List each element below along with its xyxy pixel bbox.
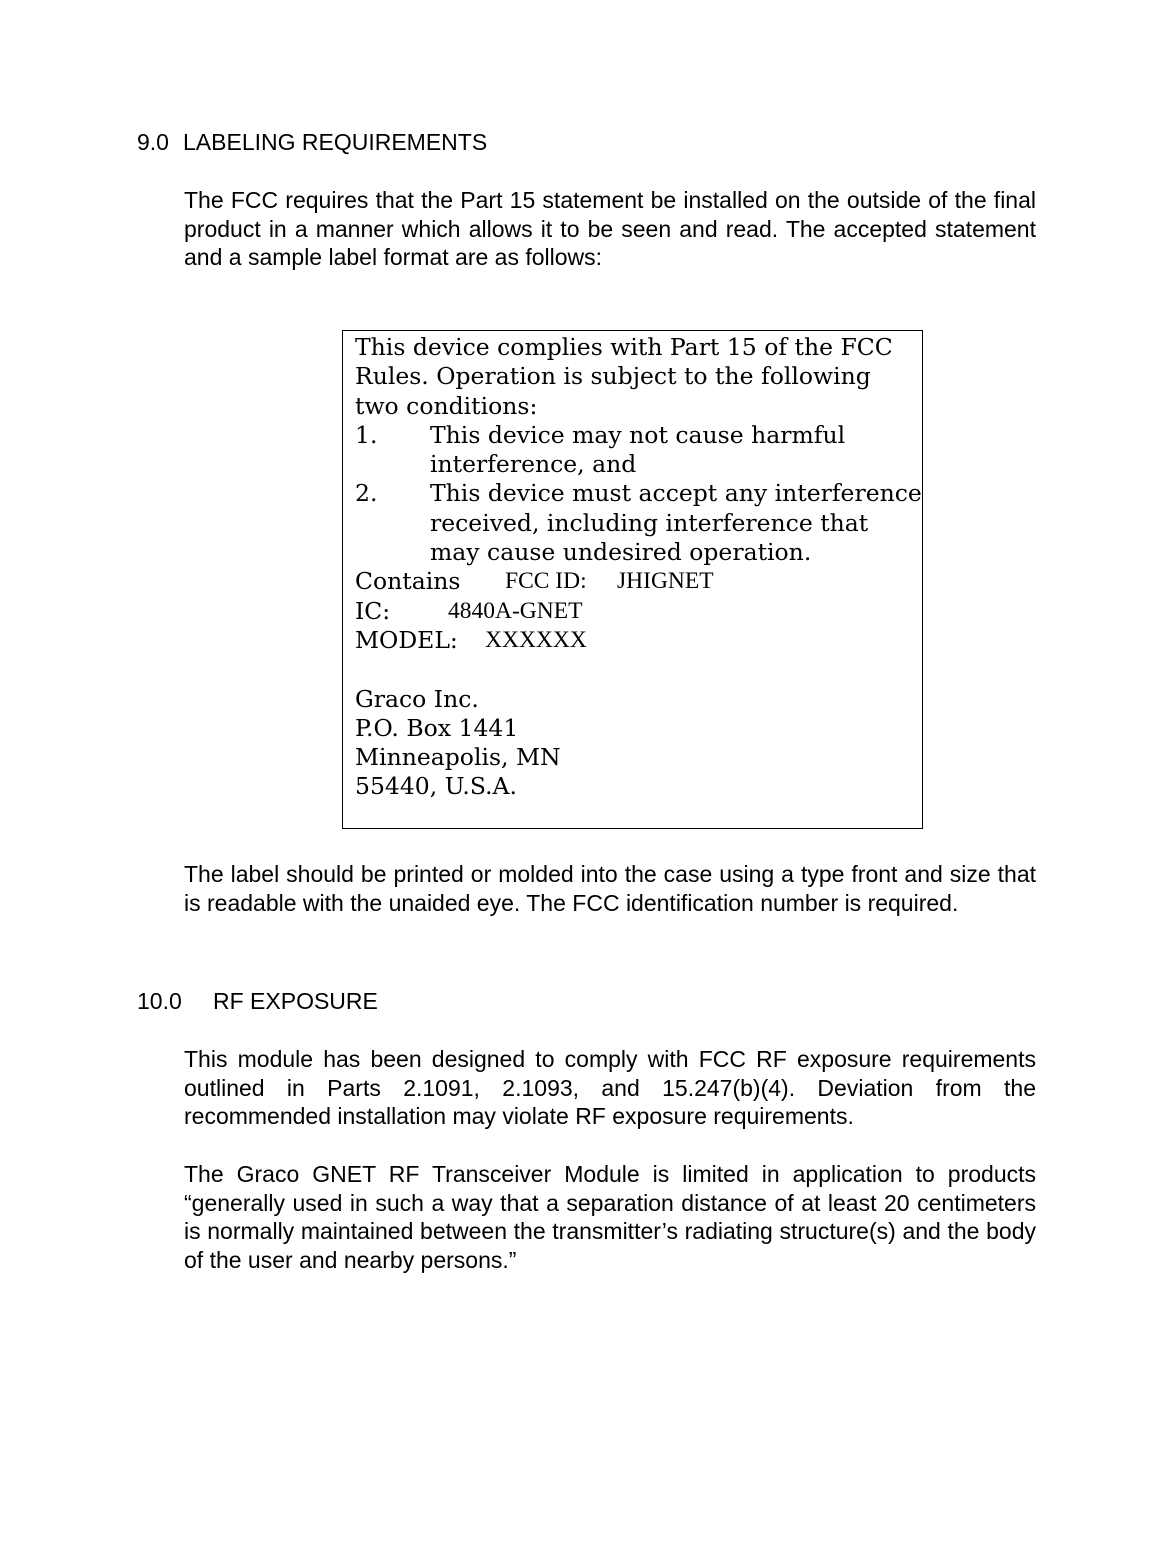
- section-10-paragraph-2: The Graco GNET RF Transceiver Module is limited in application to products “generally used in such a way that a separation distance of at least 20 centimeters is normally maintained between the transmitter’s radiating structure(s) and the body of the user and nearby persons.”: [184, 1161, 1036, 1273]
- label-ic-row: [355, 597, 922, 626]
- label-model-row: [355, 626, 922, 655]
- label-ic-value: 4840A-GNET: [448, 597, 583, 624]
- label-statement-line-2: Rules. Operation is subject to the following: [355, 362, 871, 391]
- label-contains: Contains: [355, 567, 461, 596]
- label-model-value: XXXXXX: [485, 626, 587, 653]
- label-fcc-id-row: [355, 567, 922, 596]
- label-condition-1: [355, 421, 922, 480]
- label-fcc-id-value: JHIGNET: [617, 568, 714, 595]
- label-statement-line-3: two conditions:: [355, 391, 538, 420]
- section-9-number: 9.0: [137, 129, 169, 155]
- label-model-label: MODEL:: [355, 625, 458, 654]
- label-ic-label: IC:: [355, 596, 391, 625]
- section-10-paragraph-1: This module has been designed to comply with FCC RF exposure requirements outlined in Parts 2.1091, 2.1093, and 15.247(b)(4). Deviation from the recommended installation may violate RF exposure requirements.: [184, 1046, 1036, 1129]
- label-spacer: [355, 655, 922, 684]
- label-po-box: P.O. Box 1441: [355, 713, 519, 742]
- label-company: Graco Inc.: [355, 684, 479, 713]
- label-condition-1-marker: 1.: [355, 420, 378, 449]
- label-condition-2-text: This device must accept any interference received, including interference that may cause undesired operation.: [430, 479, 922, 567]
- label-statement-line-1: This device complies with Part 15 of the FCC: [355, 333, 893, 361]
- section-10-title: RF EXPOSURE: [213, 988, 378, 1014]
- section-10-number: 10.0: [137, 988, 182, 1014]
- label-condition-1-text: This device may not cause harmful interference, and: [430, 420, 846, 479]
- label-condition-2: [355, 479, 922, 567]
- section-10-heading: [137, 987, 378, 1015]
- label-condition-2-marker: 2.: [355, 479, 378, 508]
- label-zip-country: 55440, U.S.A.: [355, 772, 517, 801]
- label-city: Minneapolis, MN: [355, 743, 561, 772]
- section-9-intro-paragraph: The FCC requires that the Part 15 statement be installed on the outside of the final product in a manner which allows it to be seen and read. The accepted statement and a sample label format are as follows:: [184, 187, 1036, 270]
- section-9-after-label-paragraph: The label should be printed or molded into the case using a type front and size that is readable with the unaided eye. The FCC identification number is required.: [184, 861, 1036, 916]
- sample-label-box: [342, 330, 923, 829]
- label-fcc-id-label: FCC ID:: [505, 568, 587, 595]
- section-9-title: LABELING REQUIREMENTS: [183, 129, 488, 155]
- section-9-heading: [137, 128, 487, 156]
